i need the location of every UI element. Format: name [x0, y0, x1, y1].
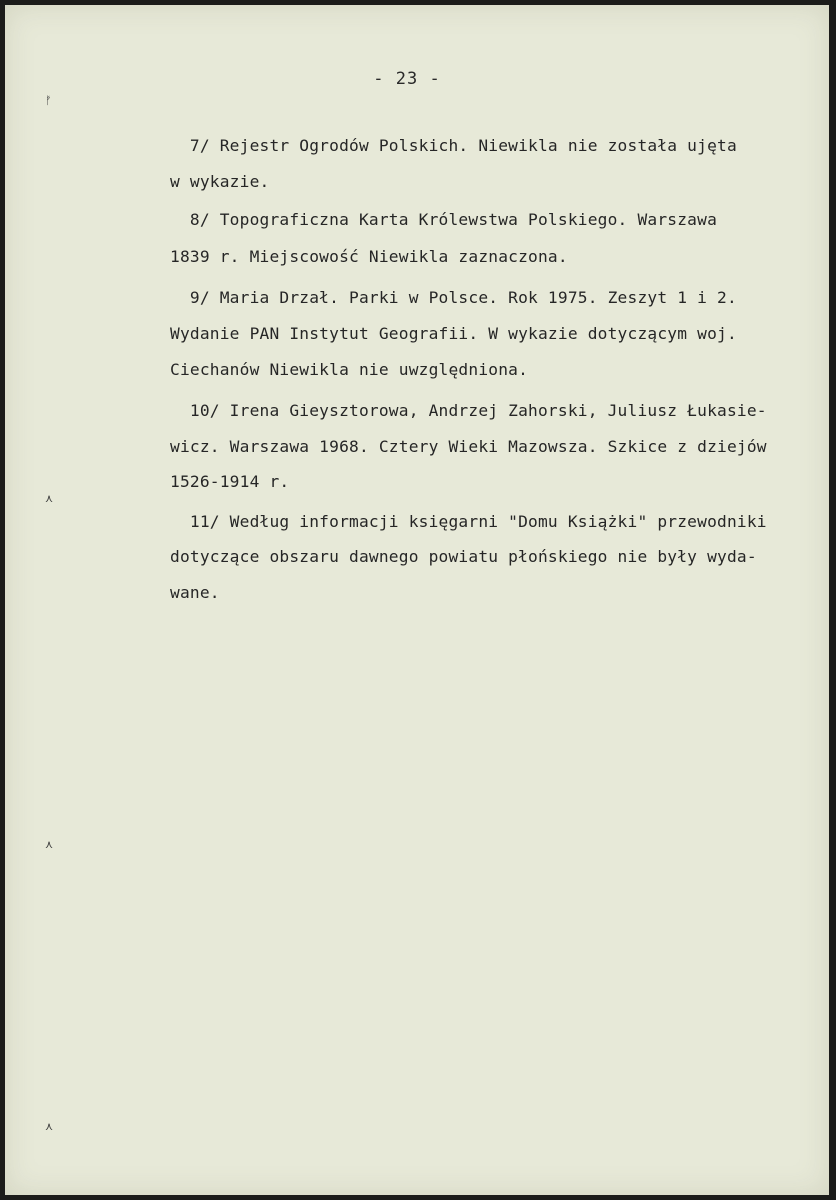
binding-mark-icon: ᚠ [45, 94, 52, 107]
text-line: 7/ Rejestr Ogrodów Polskich. Niewikla nie została ujęta [170, 136, 737, 155]
text-line: 1839 r. Miejscowość Niewikla zaznaczona. [170, 247, 568, 266]
binding-mark-icon: ⋏ [45, 838, 54, 851]
text-line: Wydanie PAN Instytut Geografii. W wykazie dotyczącym woj. [170, 324, 737, 343]
text-line: 10/ Irena Gieysztorowa, Andrzej Zahorski, Juliusz Łukasie- [170, 401, 767, 420]
binding-mark-icon: ⋏ [45, 1120, 54, 1133]
binding-mark-icon: ⋏ [45, 492, 54, 505]
page-number: - 23 - [373, 69, 441, 89]
text-line: 11/ Według informacji księgarni "Domu Książki" przewodniki [170, 512, 767, 531]
text-line: Ciechanów Niewikla nie uwzględniona. [170, 360, 529, 379]
text-line: 9/ Maria Drzał. Parki w Polsce. Rok 1975. Zeszyt 1 i 2. [170, 288, 737, 307]
document-page [5, 5, 829, 1195]
text-line: 1526-1914 r. [170, 472, 290, 491]
text-line: 8/ Topograficzna Karta Królewstwa Polskiego. Warszawa [170, 210, 718, 229]
text-line: dotyczące obszaru dawnego powiatu płońskiego nie były wyda- [170, 547, 757, 566]
text-line: w wykazie. [170, 172, 270, 191]
text-line: wicz. Warszawa 1968. Cztery Wieki Mazowsza. Szkice z dziejów [170, 437, 767, 456]
text-line: wane. [170, 583, 220, 602]
